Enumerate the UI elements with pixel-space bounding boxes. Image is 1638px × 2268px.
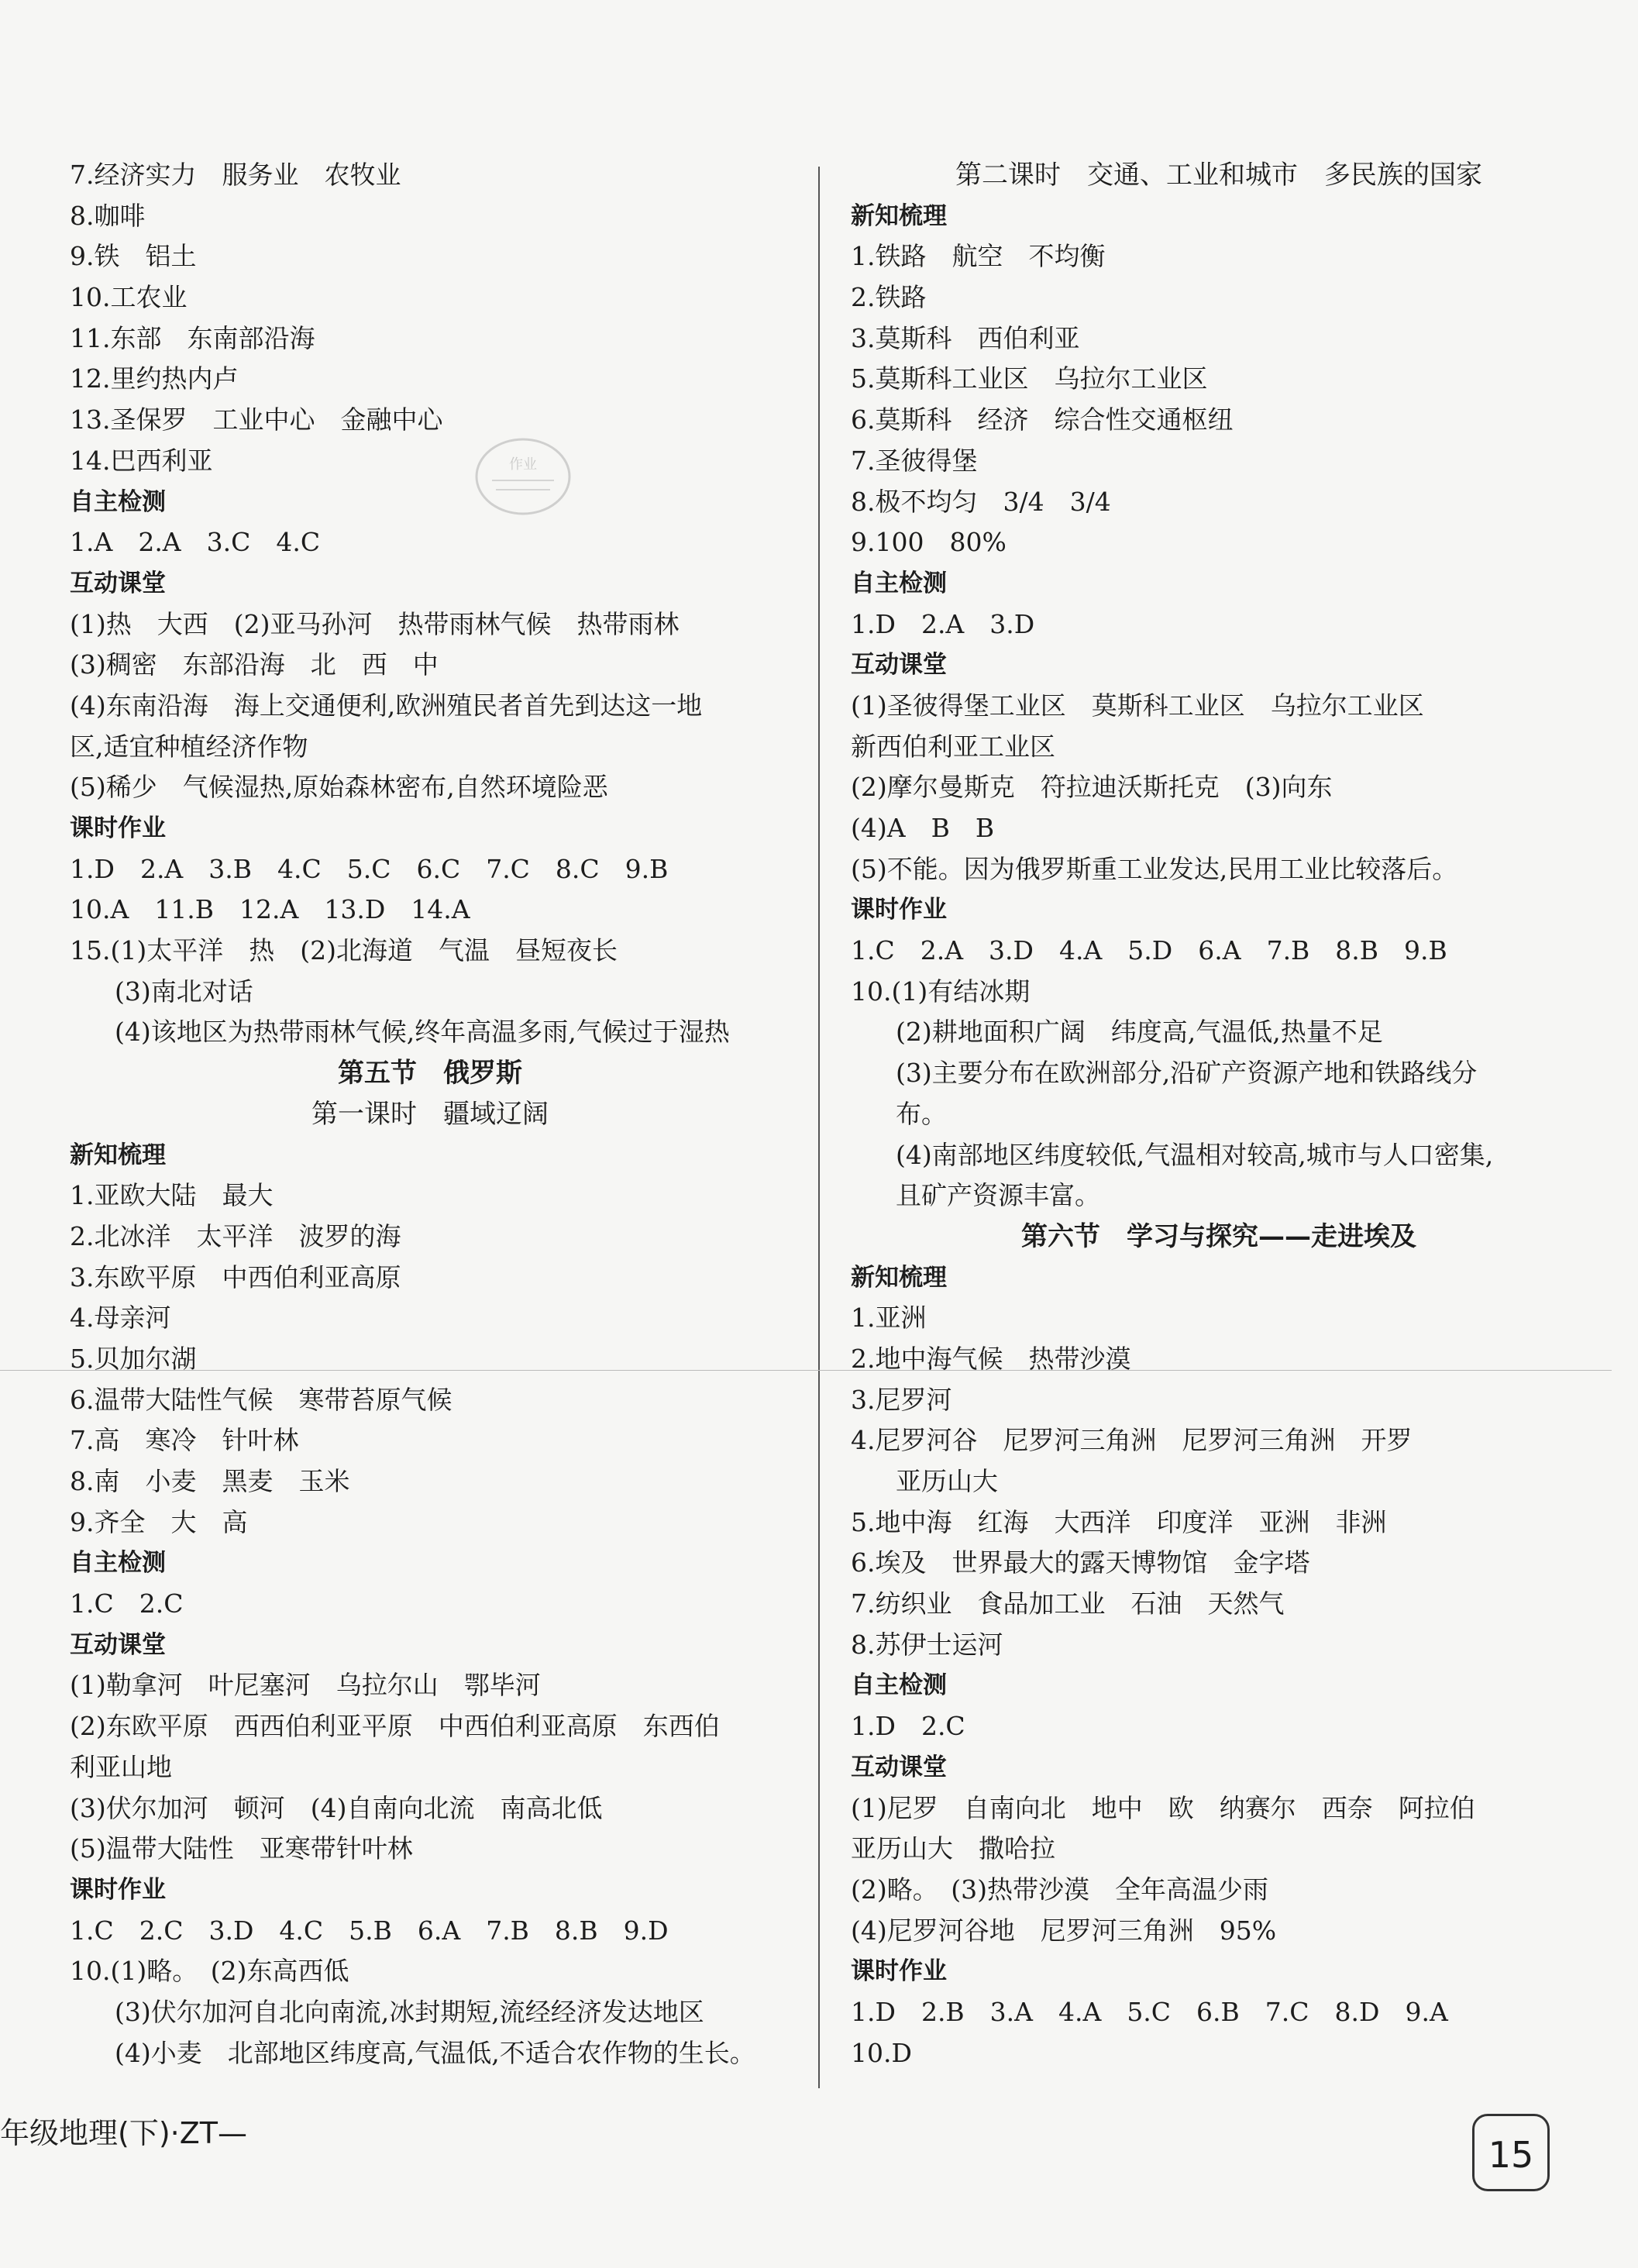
answer-line: 8.南 小麦 黑麦 玉米 bbox=[70, 1466, 350, 1496]
answer-line: 7.经济实力 服务业 农牧业 bbox=[70, 160, 401, 190]
answer-line: 7.纺织业 食品加工业 石油 天然气 bbox=[851, 1588, 1285, 1619]
section-heading: 课时作业 bbox=[851, 896, 947, 924]
answer-line: (2)东欧平原 西西伯利亚平原 中西伯利亚高原 东西伯 bbox=[70, 1711, 720, 1742]
answer-line: (4)尼罗河谷地 尼罗河三角洲 95% bbox=[851, 1915, 1277, 1946]
answer-line: (2)略。 (3)热带沙漠 全年高温少雨 bbox=[851, 1874, 1268, 1905]
footer-title: 年级地理(下)·ZT— bbox=[0, 2116, 247, 2150]
lesson-title: 第一课时 疆域辽阔 bbox=[311, 1098, 549, 1130]
answer-line: 6.埃及 世界最大的露天博物馆 金字塔 bbox=[851, 1547, 1310, 1578]
answer-line: 10.(1)略。 (2)东高西低 bbox=[70, 1956, 349, 1987]
section-heading: 新知梳理 bbox=[70, 1141, 166, 1169]
answer-line: 5.莫斯科工业区 乌拉尔工业区 bbox=[851, 363, 1208, 394]
answer-line: 7.高 寒冷 针叶林 bbox=[70, 1425, 299, 1456]
answer-line: 11.东部 东南部沿海 bbox=[70, 322, 315, 353]
answer-line: (3)主要分布在欧洲部分,沿矿产资源产地和铁路线分 bbox=[896, 1058, 1478, 1089]
answer-line: 1.C 2.A 3.D 4.A 5.D 6.A 7.B 8.B 9.B bbox=[851, 935, 1447, 966]
answer-line: 1.亚洲 bbox=[851, 1303, 927, 1334]
answer-line: 10.(1)有结冰期 bbox=[851, 976, 1031, 1007]
answer-line: 1.D 2.A 3.D bbox=[851, 608, 1035, 639]
answer-line: 9.100 80% bbox=[851, 527, 1007, 558]
answer-line: 6.温带大陆性气候 寒带苔原气候 bbox=[70, 1384, 453, 1415]
answer-line: 10.工农业 bbox=[70, 282, 188, 313]
section-heading: 互动课堂 bbox=[70, 1630, 166, 1659]
answer-line: 5.地中海 红海 大西洋 印度洋 亚洲 非洲 bbox=[851, 1506, 1387, 1537]
answer-line: 15.(1)太平洋 热 (2)北海道 气温 昼短夜长 bbox=[70, 935, 618, 966]
answer-line: 5.贝加尔湖 bbox=[70, 1343, 197, 1374]
answer-line: 7.圣彼得堡 bbox=[851, 445, 978, 476]
answer-line: 6.莫斯科 经济 综合性交通枢纽 bbox=[851, 404, 1234, 435]
answer-line: 新西伯利亚工业区 bbox=[851, 731, 1055, 762]
answer-line: (5)不能。因为俄罗斯重工业发达,民用工业比较落后。 bbox=[851, 853, 1458, 884]
left-column bbox=[70, 155, 790, 2074]
stamp-text: 作业 bbox=[509, 456, 537, 473]
answer-line: 亚历山大 bbox=[896, 1466, 998, 1496]
answer-line: 1.D 2.A 3.B 4.C 5.C 6.C 7.C 8.C 9.B bbox=[70, 853, 669, 884]
answer-line: 1.D 2.C bbox=[851, 1711, 965, 1742]
answer-line: (3)南北对话 bbox=[115, 976, 253, 1007]
answer-line: 1.C 2.C 3.D 4.C 5.B 6.A 7.B 8.B 9.D bbox=[70, 1915, 669, 1946]
answer-line: 2.北冰洋 太平洋 波罗的海 bbox=[70, 1220, 401, 1251]
answer-line: (4)东南沿海 海上交通便利,欧洲殖民者首先到达这一地 bbox=[70, 690, 703, 721]
answer-line: 1.D 2.B 3.A 4.A 5.C 6.B 7.C 8.D 9.A bbox=[851, 1996, 1448, 2027]
answer-line: (4)南部地区纬度较低,气温相对较高,城市与人口密集, bbox=[896, 1139, 1494, 1170]
answer-line: (3)稠密 东部沿海 北 西 中 bbox=[70, 649, 439, 680]
answer-line: 布。 bbox=[896, 1098, 947, 1129]
right-column bbox=[851, 155, 1587, 2074]
answer-line: 4.尼罗河谷 尼罗河三角洲 尼罗河三角洲 开罗 bbox=[851, 1425, 1413, 1456]
answer-line: 2.铁路 bbox=[851, 282, 927, 313]
section-heading: 课时作业 bbox=[70, 1875, 166, 1904]
section-heading: 互动课堂 bbox=[851, 651, 947, 680]
answer-line: (1)尼罗 自南向北 地中 欧 纳赛尔 西奈 阿拉伯 bbox=[851, 1792, 1475, 1823]
answer-line: 区,适宜种植经济作物 bbox=[70, 731, 308, 762]
section-heading: 自主检测 bbox=[851, 569, 947, 597]
answer-line: 8.苏伊士运河 bbox=[851, 1629, 1003, 1660]
answer-line: 3.尼罗河 bbox=[851, 1384, 952, 1415]
section-heading: 新知梳理 bbox=[851, 1263, 947, 1292]
answer-line: (4)小麦 北部地区纬度高,气温低,不适合农作物的生长。 bbox=[115, 2037, 755, 2068]
chapter-title: 第五节 俄罗斯 bbox=[338, 1058, 522, 1089]
answer-line: (4)该地区为热带雨林气候,终年高温多雨,气候过于湿热 bbox=[115, 1017, 730, 1048]
answer-line: 9.铁 铝土 bbox=[70, 241, 197, 272]
answer-line: 8.咖啡 bbox=[70, 200, 146, 231]
section-heading: 课时作业 bbox=[70, 814, 166, 842]
answer-line: 4.母亲河 bbox=[70, 1303, 171, 1334]
answer-line: 10.A 11.B 12.A 13.D 14.A bbox=[70, 894, 470, 925]
answer-line: (3)伏尔加河自北向南流,冰封期短,流经经济发达地区 bbox=[115, 1996, 704, 2027]
answer-line: 3.莫斯科 西伯利亚 bbox=[851, 322, 1080, 353]
stamp-watermark bbox=[473, 434, 573, 519]
answer-line: 1.亚欧大陆 最大 bbox=[70, 1180, 274, 1211]
answer-line: (4)A B B bbox=[851, 813, 995, 843]
answer-line: 利亚山地 bbox=[70, 1751, 172, 1782]
answer-line: (2)耕地面积广阔 纬度高,气温低,热量不足 bbox=[896, 1017, 1383, 1048]
section-heading: 课时作业 bbox=[851, 1957, 947, 1986]
column-divider bbox=[818, 167, 820, 2088]
answer-line: (1)圣彼得堡工业区 莫斯科工业区 乌拉尔工业区 bbox=[851, 690, 1424, 721]
answer-line: 9.齐全 大 高 bbox=[70, 1506, 248, 1537]
answer-line: 14.巴西利亚 bbox=[70, 445, 213, 476]
section-heading: 自主检测 bbox=[851, 1671, 947, 1700]
answer-line: 2.地中海气候 热带沙漠 bbox=[851, 1343, 1131, 1374]
section-heading: 互动课堂 bbox=[851, 1753, 947, 1781]
lesson-title: 第二课时 交通、工业和城市 多民族的国家 bbox=[955, 160, 1482, 191]
answer-line: 8.极不均匀 3/4 3/4 bbox=[851, 486, 1111, 517]
answer-line: (2)摩尔曼斯克 符拉迪沃斯托克 (3)向东 bbox=[851, 772, 1333, 803]
answer-line: 10.D bbox=[851, 2037, 912, 2068]
section-heading: 新知梳理 bbox=[851, 201, 947, 230]
answer-line: 3.东欧平原 中西伯利亚高原 bbox=[70, 1261, 401, 1292]
answer-line: (5)温带大陆性 亚寒带针叶林 bbox=[70, 1833, 413, 1864]
answer-line: 13.圣保罗 工业中心 金融中心 bbox=[70, 404, 443, 435]
answer-line: 12.里约热内卢 bbox=[70, 363, 239, 394]
answer-line: 1.A 2.A 3.C 4.C bbox=[70, 527, 321, 558]
section-heading: 互动课堂 bbox=[70, 569, 166, 597]
chapter-title: 第六节 学习与探究——走进埃及 bbox=[1021, 1220, 1416, 1252]
section-heading: 自主检测 bbox=[70, 487, 166, 516]
answer-line: (1)热 大西 (2)亚马孙河 热带雨林气候 热带雨林 bbox=[70, 608, 680, 639]
answer-line: 亚历山大 撒哈拉 bbox=[851, 1833, 1055, 1864]
page-number: 15 bbox=[1472, 2114, 1550, 2191]
answer-line: (5)稀少 气候湿热,原始森林密布,自然环境险恶 bbox=[70, 772, 608, 803]
section-heading: 自主检测 bbox=[70, 1549, 166, 1578]
answer-line: 1.C 2.C bbox=[70, 1588, 184, 1619]
answer-line: (1)勒拿河 叶尼塞河 乌拉尔山 鄂毕河 bbox=[70, 1670, 541, 1701]
answer-line: 且矿产资源丰富。 bbox=[896, 1180, 1100, 1211]
answer-line: (3)伏尔加河 顿河 (4)自南向北流 南高北低 bbox=[70, 1792, 603, 1823]
answer-line: 1.铁路 航空 不均衡 bbox=[851, 241, 1106, 272]
